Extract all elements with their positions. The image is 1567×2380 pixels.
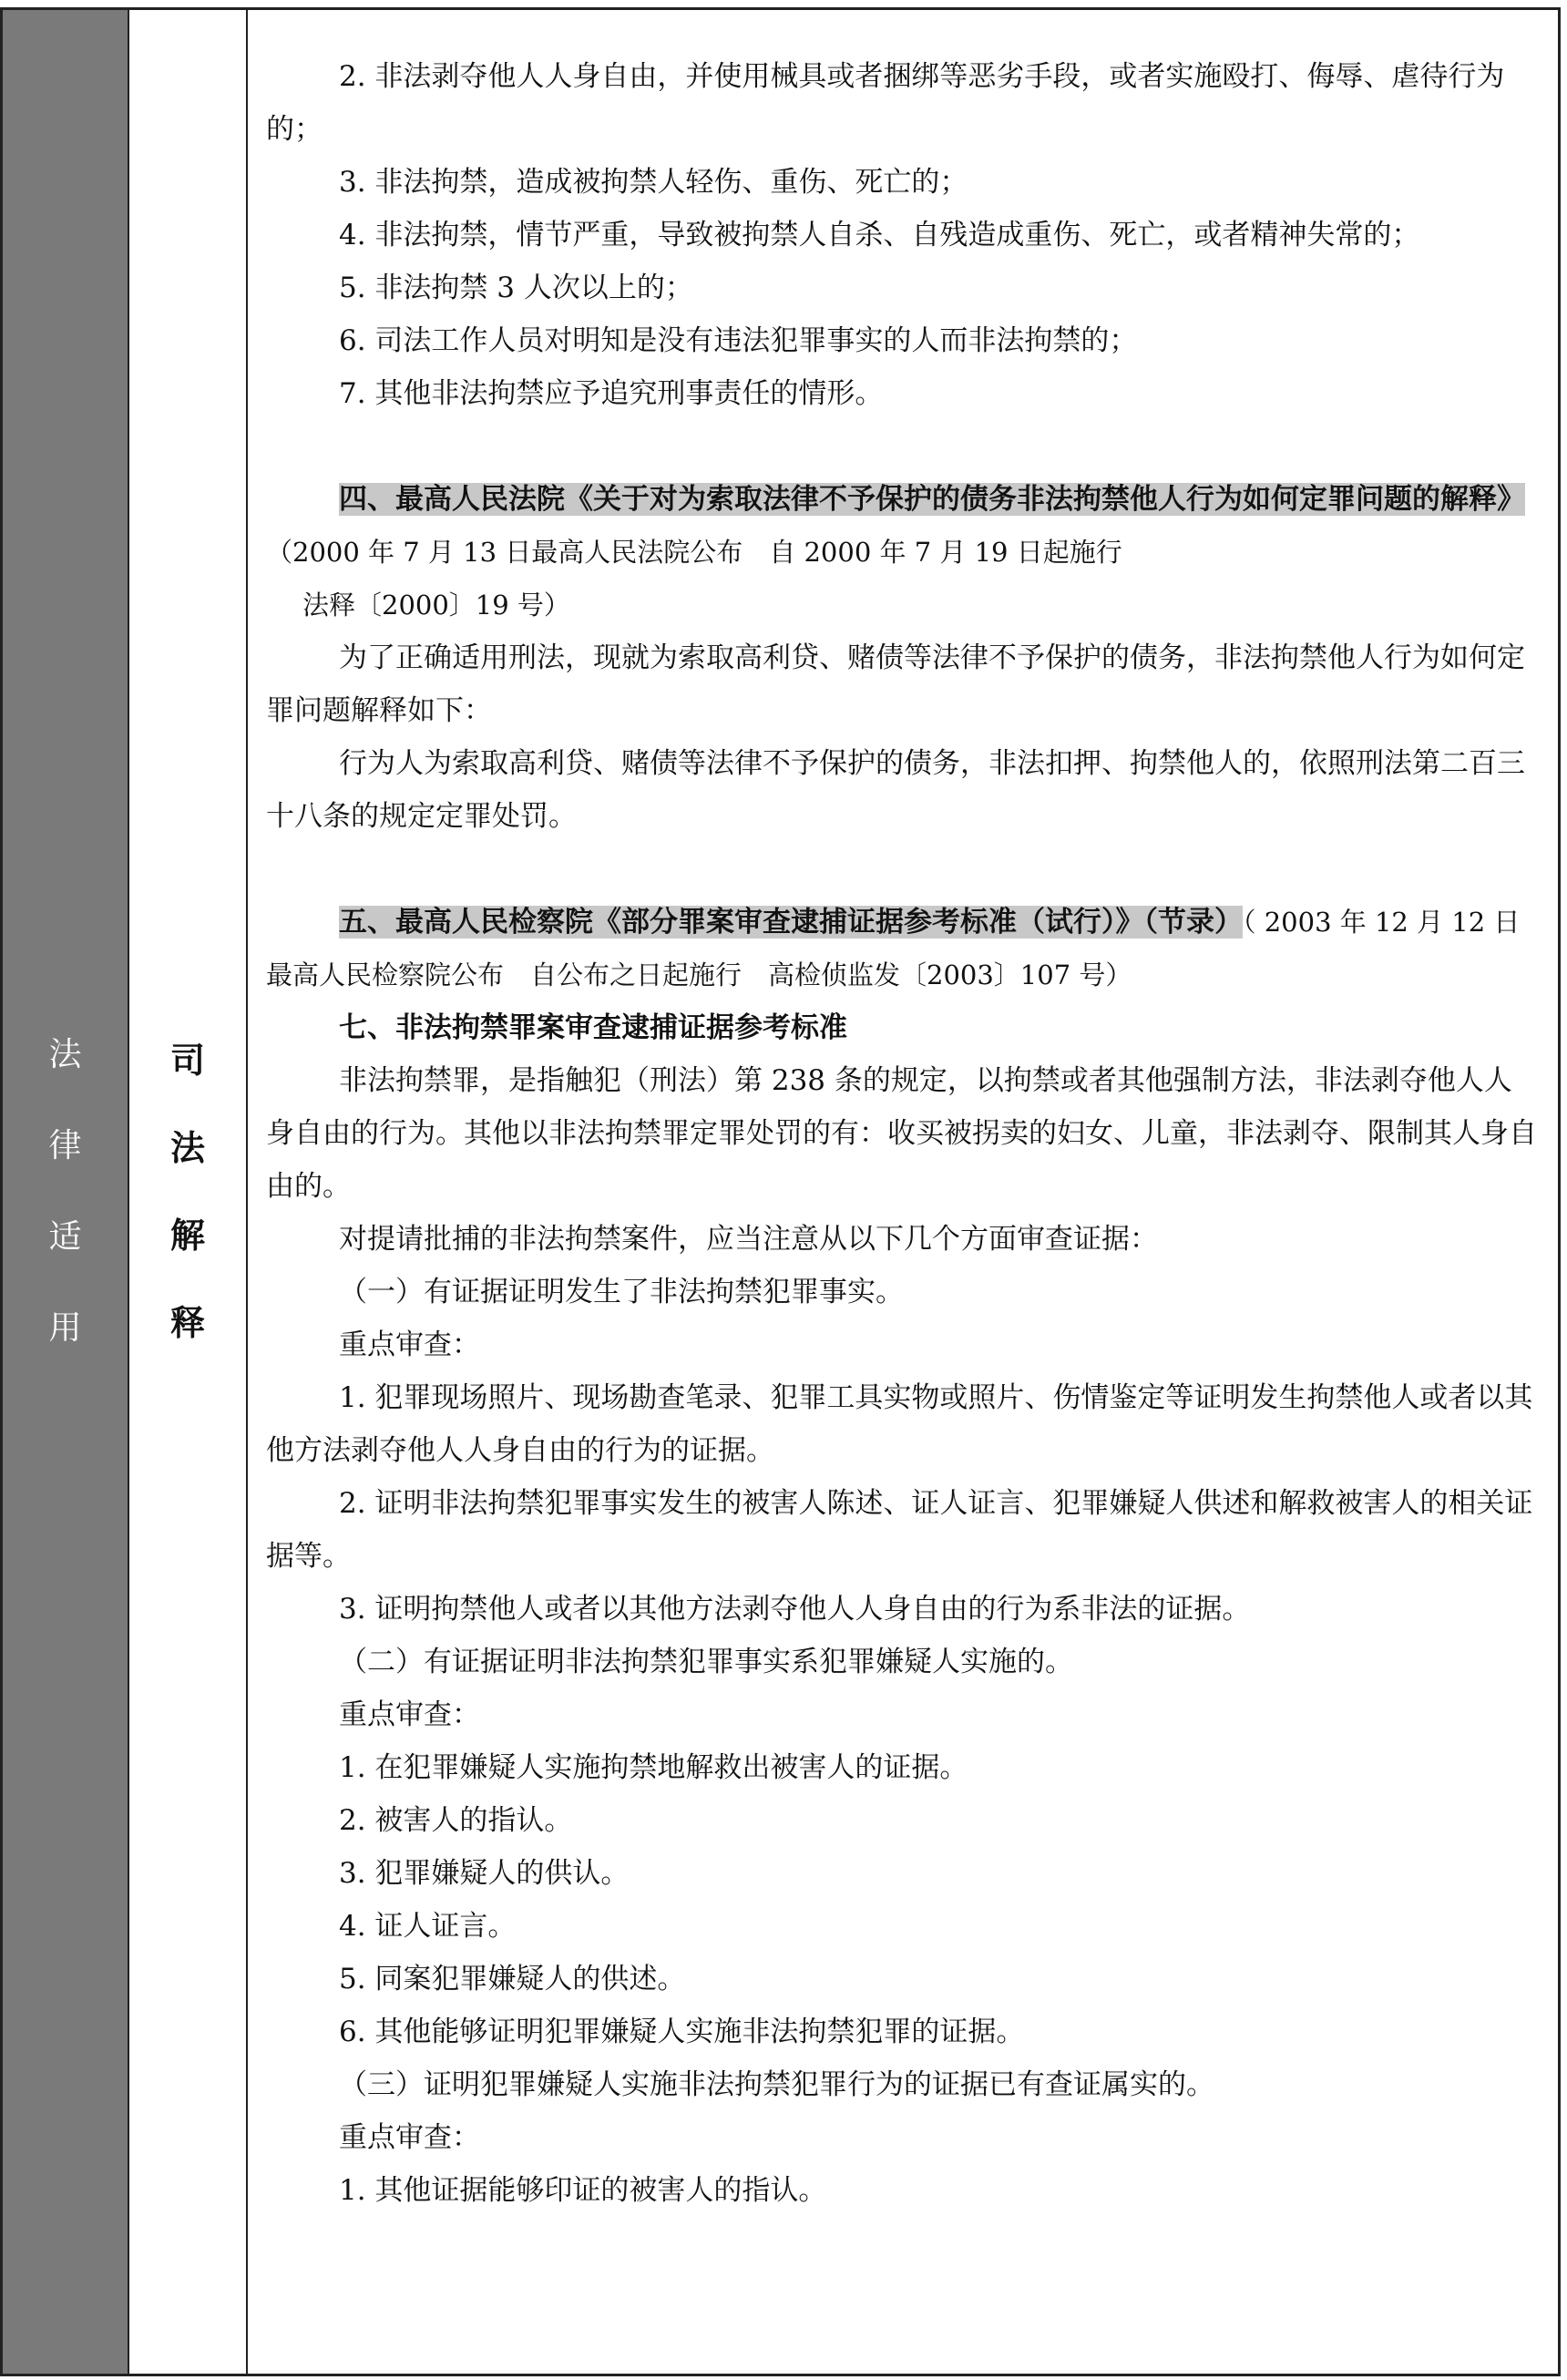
paragraph: 重点审查： — [339, 1328, 480, 1361]
subcategory-char: 司 — [169, 1041, 205, 1081]
list-item: 6. 司法工作人员对明知是没有违法犯罪事实的人而非法拘禁的； — [339, 324, 1138, 357]
category-char: 法 — [48, 1036, 82, 1073]
list-item: 2. 非法剥夺他人人身自由，并使用械具或者捆绑等恶劣手段，或者实施殴打、侮辱、虐待行为的； — [266, 60, 1505, 146]
subcategory-column — [129, 10, 248, 2374]
section-5-subheading: 七、非法拘禁罪案审查逮捕证据参考标准 — [339, 1011, 847, 1044]
paragraph: 3. 证明拘禁他人或者以其他方法剥夺他人人身自由的行为系非法的证据。 — [339, 1593, 1251, 1626]
paragraph: 1. 犯罪现场照片、现场勘查笔录、犯罪工具实物或照片、伤情鉴定等证明发生拘禁他人或者以其他方法剥夺他人人身自由的行为的证据。 — [266, 1381, 1533, 1467]
subcategory-char: 法 — [169, 1128, 205, 1168]
paragraph: 行为人为索取高利贷、赌债等法律不予保护的债务，非法扣押、拘禁他人的，依照刑法第二百三十八条的规定定罪处罚。 — [266, 747, 1525, 833]
paragraph: （三）证明犯罪嫌疑人实施非法拘禁犯罪行为的证据已有查证属实的。 — [339, 2068, 1214, 2101]
paragraph: （一）有证据证明发生了非法拘禁犯罪事实。 — [339, 1276, 904, 1308]
subcategory-char: 解 — [169, 1216, 205, 1256]
section-4-heading-block — [266, 473, 1540, 579]
section-5-heading-block — [266, 896, 1540, 1001]
paragraph: 重点审查： — [339, 1698, 480, 1731]
paragraph: 为了正确适用刑法，现就为索取高利贷、赌债等法律不予保护的债务，非法拘禁他人行为如何定罪问题解释如下： — [266, 641, 1525, 727]
section-5-source: （ 2003 年 12 月 12 日最高人民检察院公布 自公布之日起施行 高检侦监发〔2003〕107 号） — [266, 907, 1521, 990]
list-item: 4. 非法拘禁，情节严重，导致被拘禁人自杀、自残造成重伤、死亡，或者精神失常的； — [339, 219, 1420, 251]
category-column — [3, 10, 129, 2374]
paragraph: 对提请批捕的非法拘禁案件，应当注意从以下几个方面审查证据： — [339, 1223, 1158, 1256]
paragraph: 4. 证人证言。 — [339, 1910, 517, 1943]
paragraph: （二）有证据证明非法拘禁犯罪事实系犯罪嫌疑人实施的。 — [339, 1646, 1073, 1678]
section-5-heading: 五、最高人民检察院《部分罪案审查逮捕证据参考标准（试行）》（节录） — [339, 906, 1243, 939]
category-char: 用 — [48, 1309, 82, 1347]
paragraph: 1. 其他证据能够印证的被害人的指认。 — [339, 2174, 827, 2207]
list-item: 5. 非法拘禁 3 人次以上的； — [339, 272, 693, 304]
paragraph: 重点审查： — [339, 2121, 480, 2154]
section-4-doc-no: 法释〔2000〕19 号） — [302, 590, 570, 621]
list-item: 7. 其他非法拘禁应予追究刑事责任的情形。 — [339, 377, 884, 410]
category-char: 律 — [48, 1127, 82, 1164]
paragraph: 5. 同案犯罪嫌疑人的供述。 — [339, 1963, 686, 1995]
paragraph: 2. 被害人的指认。 — [339, 1804, 573, 1837]
category-char: 适 — [48, 1218, 82, 1256]
paragraph: 6. 其他能够证明犯罪嫌疑人实施非法拘禁犯罪的证据。 — [339, 2016, 1025, 2048]
paragraph: 1. 在犯罪嫌疑人实施拘禁地解救出被害人的证据。 — [339, 1751, 968, 1784]
section-4-source: （2000 年 7 月 13 日最高人民法院公布 自 2000 年 7 月 19 日起施行 — [266, 537, 1122, 568]
paragraph: 2. 证明非法拘禁犯罪事实发生的被害人陈述、证人证言、犯罪嫌疑人供述和解救被害人的相关证据等。 — [266, 1487, 1533, 1573]
content-column — [248, 10, 1558, 2374]
list-item: 3. 非法拘禁，造成被拘禁人轻伤、重伤、死亡的； — [339, 166, 968, 199]
law-table — [0, 7, 1561, 2376]
subcategory-char: 释 — [169, 1303, 205, 1343]
paragraph: 非法拘禁罪，是指触犯（刑法）第 238 条的规定，以拘禁或者其他强制方法，非法剥夺他人人身自由的行为。其他以非法拘禁罪定罪处罚的有：收买被拐卖的妇女、儿童，非法剥夺、限制其人身自由的。 — [266, 1064, 1537, 1203]
section-4-heading: 四、最高人民法院《关于对为索取法律不予保护的债务非法拘禁他人行为如何定罪问题的解释》 — [339, 483, 1525, 516]
paragraph: 3. 犯罪嫌疑人的供认。 — [339, 1857, 630, 1890]
